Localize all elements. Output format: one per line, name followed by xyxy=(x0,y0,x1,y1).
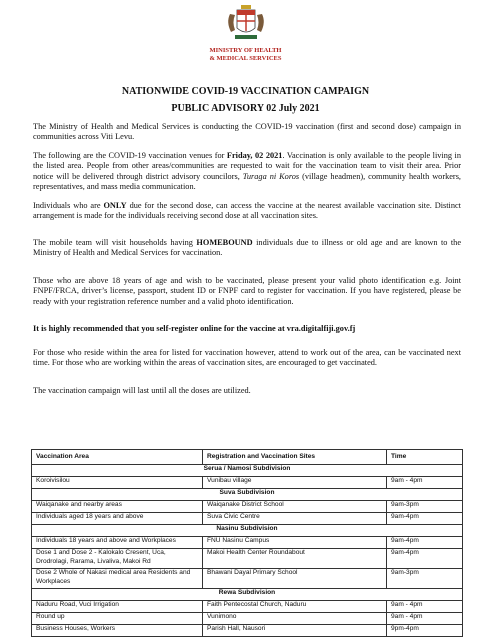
subdivision-row xyxy=(32,589,463,601)
table-row xyxy=(32,513,463,525)
homebound-word: HOMEBOUND xyxy=(196,238,253,247)
subdivision-serua: Serua / Namosi Subdivision xyxy=(32,465,463,477)
second-dose-text-c: due for the second dose, can access the vaccine at the nearest available vaccination site. Distinct arrangement is made for the individuals receiving second dose at all vaccination sites. xyxy=(33,201,461,221)
header-time: Time xyxy=(387,450,463,465)
ministry-name-line1: MINISTRY OF HEALTH xyxy=(209,47,282,54)
subdivision-suva: Suva Subdivision xyxy=(32,489,463,501)
second-dose-only: ONLY xyxy=(103,201,127,210)
table-row xyxy=(32,601,463,613)
cell-site: Vunibau village xyxy=(203,477,387,489)
subdivision-row xyxy=(32,525,463,537)
cell-site: FNU Nasinu Campus xyxy=(203,537,387,549)
cell-area: Business Houses, Workers xyxy=(32,625,203,637)
subdivision-row xyxy=(32,489,463,501)
venues-paragraph xyxy=(33,151,461,193)
cell-area: Waiqanake and nearby areas xyxy=(32,501,203,513)
subdivision-rewa: Rewa Subdivision xyxy=(32,589,463,601)
subdivision-nasinu: Nasinu Subdivision xyxy=(32,525,463,537)
table-row xyxy=(32,501,463,513)
cell-time: 9am-4pm xyxy=(387,537,463,549)
cell-area: Individuals aged 18 years and above xyxy=(32,513,203,525)
subdivision-row xyxy=(32,465,463,477)
cell-time: 9am-4pm xyxy=(387,513,463,525)
cell-area: Round up xyxy=(32,613,203,625)
cell-time: 9am - 4pm xyxy=(387,613,463,625)
header-site: Registration and Vaccination Sites xyxy=(203,450,387,465)
venues-text-e: (village headmen), community health workers, representatives, and mass media communication. xyxy=(33,171,461,192)
page-title: NATIONWIDE COVID-19 VACCINATION CAMPAIGN xyxy=(121,86,370,97)
venues-date: Friday, 02 2021 xyxy=(226,151,283,160)
cell-area: Koroivisilou xyxy=(32,477,203,489)
venues-turaga: Turaga ni Koros xyxy=(242,171,300,181)
cell-time: 9am-4pm xyxy=(387,549,463,569)
cell-area: Dose 1 and Dose 2 - Kalokalo Cresent, Uca, Drodrolagi, Rarama, Livaliva, Makoi Rd xyxy=(32,549,203,569)
workplace-paragraph: For those who reside within the area for listed for vaccination however, attend to work out of the area, can be vaccinated next time. For those who are working within the areas of vaccination sites, are encouraged to get vaccinated. xyxy=(33,348,461,368)
table-row xyxy=(32,569,463,589)
venues-text-a: The following are the COVID-19 vaccination venues for xyxy=(33,151,227,160)
table-row xyxy=(32,625,463,637)
cell-area: Naduru Road, Vuci Irrigation xyxy=(32,601,203,613)
table-header-row xyxy=(32,450,463,465)
cell-site: Parish Hall, Nausori xyxy=(203,625,387,637)
cell-site: Vunimono xyxy=(203,613,387,625)
venues-text-c: . Vaccination is only available to the people living in the listed area. People from other areas/communities are requested to wait for the vaccination team to visit their area. Prior notice will be delivered through district advisory councilors, xyxy=(33,151,461,181)
cell-time: 9am-3pm xyxy=(387,569,463,589)
venues-table xyxy=(31,449,463,637)
second-dose-paragraph xyxy=(33,201,461,222)
table-row xyxy=(32,537,463,549)
duration-paragraph: The vaccination campaign will last until all the doses are utilized. xyxy=(33,386,251,395)
cell-time: 9pm-4pm xyxy=(387,625,463,637)
cell-time: 9am - 4pm xyxy=(387,477,463,489)
cell-site: Bhawani Dayal Primary School xyxy=(203,569,387,589)
homebound-text-c: individuals due to illness or old age and are known to the Ministry of Health and Medical Services for vaccination. xyxy=(33,238,461,258)
page-subtitle: PUBLIC ADVISORY 02 July 2021 xyxy=(171,103,320,114)
cell-time: 9am - 4pm xyxy=(387,601,463,613)
intro-paragraph: The Ministry of Health and Medical Services is conducting the COVID-19 vaccination (first and second dose) campaign in communities across Viti Levu. xyxy=(33,122,461,142)
table-row xyxy=(32,477,463,489)
second-dose-text-a: Individuals who are xyxy=(33,201,104,210)
table-row xyxy=(32,549,463,569)
cell-site: Waiqanake District School xyxy=(203,501,387,513)
header-area: Vaccination Area xyxy=(32,450,203,465)
id-paragraph: Those who are above 18 years of age and wish to be vaccinated, please present your valid photo identification e.g. Joint FNPF/FRCA, driver’s license, passport, student ID or FNPF card to register for vaccination. If you have registered, please be ready with your registration reference number and a valid photo identification. xyxy=(33,276,461,306)
homebound-text-a: The mobile team will visit households having xyxy=(33,238,197,247)
table-row xyxy=(32,613,463,625)
cell-time: 9am-3pm xyxy=(387,501,463,513)
cell-site: Faith Pentecostal Church, Naduru xyxy=(203,601,387,613)
self-register-paragraph: It is highly recommended that you self-register online for the vaccine at vra.digitalfiji.gov.fj xyxy=(33,324,356,333)
cell-area: Individuals 18 years and above and Workplaces xyxy=(32,537,203,549)
cell-site: Suva Civic Centre xyxy=(203,513,387,525)
fiji-coat-of-arms-icon xyxy=(221,4,271,44)
homebound-paragraph xyxy=(33,238,461,259)
ministry-name-line2: & MEDICAL SERVICES xyxy=(209,55,282,62)
cell-area: Dose 2 Whole of Nakasi medical area Residents and Workplaces xyxy=(32,569,203,589)
cell-site: Makoi Health Center Roundabout xyxy=(203,549,387,569)
